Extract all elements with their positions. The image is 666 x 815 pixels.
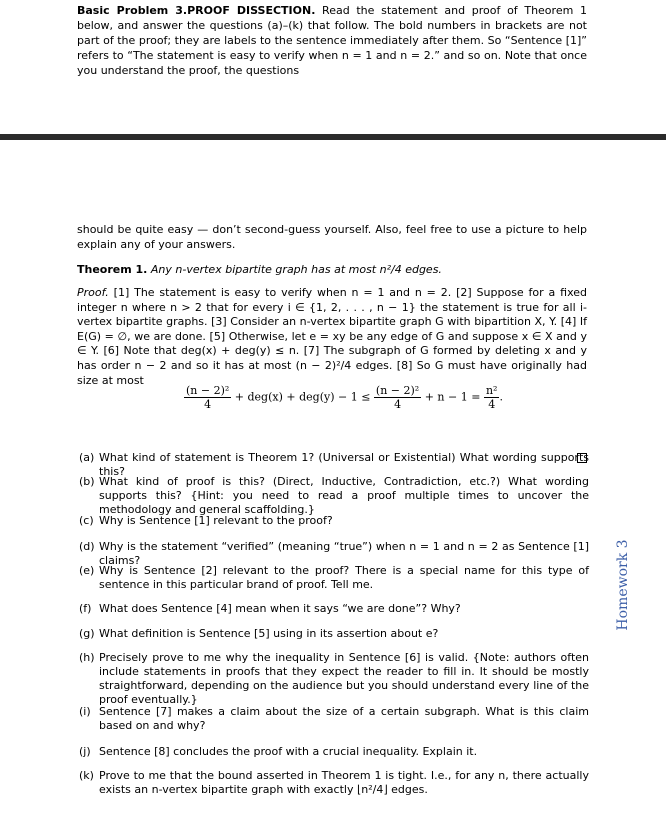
equation-middle: + deg(x) + deg(y) − 1 ≤ (234, 390, 371, 404)
question-c: (c) Why is Sentence [1] relevant to the proof? (79, 514, 333, 527)
question-d: (d) Why is the statement “verified” (meaning “true”) when n = 1 and n = 2 as Sentence [1] claims? (79, 540, 589, 567)
question-a: (a) What kind of statement is Theorem 1? (Universal or Existential) What wording supports this? (79, 451, 589, 478)
question-j: (j) Sentence [8] concludes the proof with a crucial inequality. Explain it. (79, 745, 478, 758)
question-f: (f) What does Sentence [4] mean when it says “we are done”? Why? (79, 602, 461, 615)
question-e: (e) Why is Sentence [2] relevant to the proof? There is a special name for this type of sentence in this particular brand of proof. Tell me. (79, 564, 589, 591)
proof-label: Proof. (77, 286, 109, 299)
question-g: (g) What definition is Sentence [5] using in its assertion about e? (79, 627, 439, 640)
homework-sidebar-label: Homework 3 (615, 539, 631, 631)
equation-fraction-2: $\frac{\text{(n − 2)²}}{4}$ (375, 384, 420, 411)
equation-fraction-3: $\frac{\text{n²}}{4}$ (485, 384, 498, 411)
problem-title: Basic Problem 3.PROOF DISSECTION. (77, 4, 316, 17)
question-k: (k) Prove to me that the bound asserted in Theorem 1 is tight. I.e., for any n, there actually exists an n-vertex bipartite graph with exactly ⌊n²/4⌋ edges. (79, 769, 589, 796)
equation-fraction-1: $\frac{\text{(n − 2)²}}{4}$ (186, 384, 230, 411)
question-i: (i) Sentence [7] makes a claim about the size of a certain subgraph. What is this claim based on and why? (79, 705, 589, 732)
theorem-label: Theorem 1. (77, 263, 148, 276)
intro-paragraph-1 (77, 3, 587, 78)
theorem-statement: Any n-vertex bipartite graph has at most n²/4 edges. (150, 263, 442, 276)
proof-equation (0, 384, 666, 418)
intro-paragraph-2: should be quite easy — don’t second-guess yourself. Also, feel free to use a picture to help explain any of your answers. (77, 223, 587, 251)
equation-end: . (499, 390, 503, 404)
question-b: (b) What kind of proof is this? (Direct, Inductive, Contradiction, etc.?) What wording supports this? {Hint: you need to read a proof multiple times to uncover the methodology and general scaffolding.} (79, 475, 589, 516)
intro-text-1: Read the statement and proof of Theorem 1 below, and answer the questions (a)–(k) that follow. The bold numbers in brackets are not part of the proof; they are labels to the sentence immediately after them. So “Sentence [1]” refers to “The statement is easy to verify when n = 1 and n = 2.” and so on. Note that once you understand the proof, the questions (77, 4, 587, 77)
page-divider-bar (0, 134, 666, 140)
theorem (77, 262, 587, 277)
proof (77, 286, 587, 388)
proof-text: [1] The statement is easy to verify when n = 1 and n = 2. [2] Suppose for a fixed integer n where n > 2 that for every i ∈ {1, 2, . . . , n − 1} the statement is true for all i-vertex bipartite graphs. [3] Consider an n-vertex bipartite graph G with bipartition X, Y. [4] If E(G) = ∅, we are done. [5] Otherwise, let e = xy be any edge of G and suppose x ∈ X and y ∈ Y. [6] Note that deg(x) + deg(y) ≤ n. [7] The subgraph of G formed by deleting x and y has order n − 2 and so it has at most (n − 2)²/4 edges. [8] So G must have originally had size at most (77, 286, 587, 387)
equation-plus: + n − 1 = (424, 390, 481, 404)
question-h: (h) Precisely prove to me why the inequality in Sentence [6] is valid. {Note: authors often include statements in proofs that they expect the reader to fill in. It should be mostly straightforward, depending on the audience but you should understand every line of the proof eventually.} (79, 651, 589, 706)
